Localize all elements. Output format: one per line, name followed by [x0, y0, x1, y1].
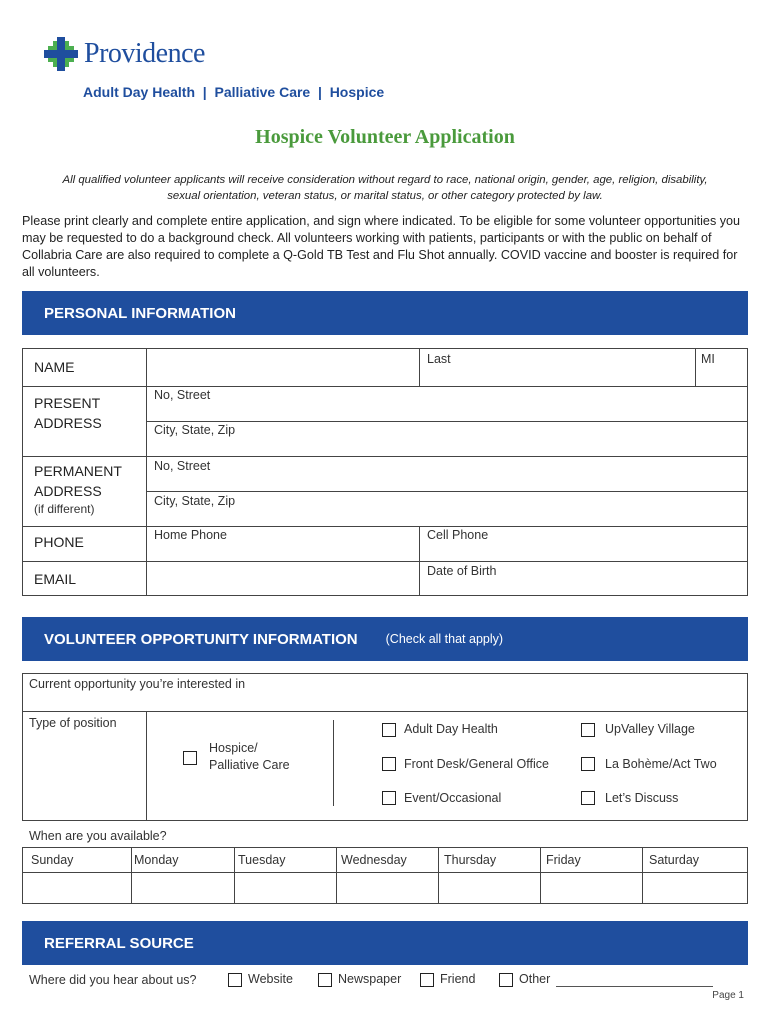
referral-source-header	[22, 921, 748, 965]
last-name-label: Last	[427, 352, 451, 366]
volunteer-info-heading: VOLUNTEER OPPORTUNITY INFORMATION	[44, 630, 358, 648]
home-phone-field[interactable]	[147, 542, 418, 560]
saturday-field[interactable]	[643, 873, 747, 903]
present-city-field[interactable]	[147, 437, 747, 455]
day-tuesday: Tuesday	[238, 853, 286, 867]
name-label: NAME	[34, 359, 75, 375]
hospice-option-label-1: Hospice/	[209, 741, 258, 755]
day-thursday: Thursday	[444, 853, 497, 867]
referral-source-heading: REFERRAL SOURCE	[44, 934, 194, 952]
permanent-city-field[interactable]	[147, 508, 747, 525]
volunteer-info-subheading: (Check all that apply)	[385, 632, 504, 646]
providence-logo	[44, 36, 224, 72]
brand-name: Providence	[84, 38, 205, 69]
services-line: Adult Day Health | Palliative Care | Hospice	[83, 84, 385, 100]
permanent-address-label-2: ADDRESS	[34, 483, 102, 499]
present-address-label-1: PRESENT	[34, 395, 101, 411]
other-underline	[556, 986, 713, 987]
option-front-desk: Front Desk/General Office	[404, 757, 549, 771]
current-opportunity-label: Current opportunity you’re interested in	[29, 677, 246, 691]
newspaper-checkbox[interactable]	[318, 973, 332, 987]
present-street-label: No, Street	[154, 388, 211, 402]
present-street-field[interactable]	[147, 402, 747, 420]
last-name-field[interactable]	[420, 366, 694, 385]
thursday-field[interactable]	[439, 873, 539, 903]
other-checkbox[interactable]	[499, 973, 513, 987]
intro-text: Please print clearly and complete entire application, and sign where indicated. To be eligible for some volunteer opportunities you may be requested to do a background check. All volunteers working with patients, participants or with the public on behalf of Collabria Care are also required to complete a Q-Gold TB Test and Flu Shot annually. COVID vaccine and booster is required for all volunteers.	[22, 214, 741, 279]
friday-field[interactable]	[541, 873, 641, 903]
event-occasional-checkbox[interactable]	[382, 791, 396, 805]
dob-field[interactable]	[420, 578, 747, 595]
friend-checkbox[interactable]	[420, 973, 434, 987]
day-saturday: Saturday	[649, 853, 700, 867]
page-title: Hospice Volunteer Application	[255, 126, 515, 148]
option-lets-discuss: Let’s Discuss	[605, 791, 679, 805]
adult-day-health-checkbox[interactable]	[382, 723, 396, 737]
option-la-boheme: La Bohème/Act Two	[605, 757, 717, 771]
day-friday: Friday	[546, 853, 581, 867]
referral-other: Other	[519, 972, 551, 986]
wednesday-field[interactable]	[337, 873, 437, 903]
front-desk-checkbox[interactable]	[382, 757, 396, 771]
lets-discuss-checkbox[interactable]	[581, 791, 595, 805]
permanent-city-label: City, State, Zip	[154, 494, 236, 508]
availability-label: When are you available?	[29, 829, 167, 843]
type-of-position-label: Type of position	[29, 716, 117, 730]
hospice-option-label-2: Palliative Care	[209, 758, 290, 772]
first-name-field[interactable]	[147, 349, 418, 385]
personal-info-header	[22, 291, 748, 335]
personal-info-heading: PERSONAL INFORMATION	[44, 304, 236, 322]
day-wednesday: Wednesday	[341, 853, 407, 867]
current-opportunity-field[interactable]	[23, 692, 747, 710]
website-checkbox[interactable]	[228, 973, 242, 987]
referral-website: Website	[248, 972, 293, 986]
la-boheme-checkbox[interactable]	[581, 757, 595, 771]
home-phone-label: Home Phone	[154, 528, 227, 542]
email-field[interactable]	[147, 562, 418, 595]
referral-friend: Friend	[440, 972, 476, 986]
option-event-occasional: Event/Occasional	[404, 791, 502, 805]
phone-label: PHONE	[34, 534, 84, 550]
page-number: Page 1	[712, 990, 744, 1001]
permanent-address-label-3: (if different)	[34, 502, 95, 516]
present-address-label-2: ADDRESS	[34, 415, 102, 431]
sunday-field[interactable]	[23, 873, 130, 903]
tuesday-field[interactable]	[235, 873, 335, 903]
option-upvalley-village: UpValley Village	[605, 722, 695, 736]
mi-field[interactable]	[696, 366, 747, 385]
option-adult-day-health: Adult Day Health	[404, 722, 498, 736]
volunteer-info-header	[22, 617, 748, 661]
dob-label: Date of Birth	[427, 564, 497, 578]
other-field[interactable]	[556, 970, 713, 986]
cell-phone-field[interactable]	[420, 542, 747, 560]
day-monday: Monday	[134, 853, 179, 867]
monday-field[interactable]	[132, 873, 233, 903]
cell-phone-label: Cell Phone	[427, 528, 489, 542]
referral-question: Where did you hear about us?	[29, 973, 197, 987]
cross-icon	[44, 37, 78, 71]
email-label: EMAIL	[34, 571, 77, 587]
permanent-street-field[interactable]	[147, 473, 747, 490]
permanent-street-label: No, Street	[154, 459, 211, 473]
hospice-checkbox[interactable]	[183, 751, 197, 765]
day-sunday: Sunday	[31, 853, 74, 867]
mi-label: MI	[701, 352, 715, 366]
permanent-address-label-1: PERMANENT	[34, 463, 122, 479]
upvalley-village-checkbox[interactable]	[581, 723, 595, 737]
eeo-notice: All qualified volunteer applicants will receive consideration without regard to race, national origin, gender, age, religion, disability, sexual orientation, veteran status, or marital status, or other category protected by law.	[62, 174, 708, 202]
referral-newspaper: Newspaper	[338, 972, 402, 986]
present-city-label: City, State, Zip	[154, 423, 236, 437]
